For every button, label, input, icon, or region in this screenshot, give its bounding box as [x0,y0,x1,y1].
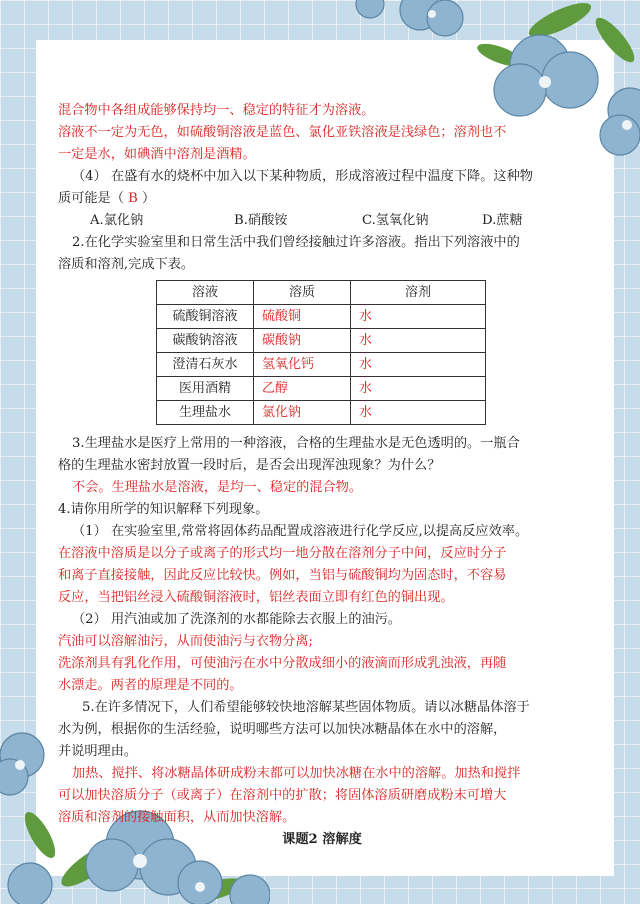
table-cell: 氯化钠 [254,401,351,425]
question-4-stem: （4） 在盛有水的烧杯中加入以下某种物质，形成溶液过程中温度下降。这种物 [72,169,533,184]
table-cell: 水 [351,377,486,401]
text-line: 混合物中各组成能够保持均一、稳定的特征才为溶液。 [58,103,375,118]
table-cell: 乙醇 [254,377,351,401]
answer-line: 加热、搅拌、将冰糖晶体研成粉末都可以加快冰糖在水中的溶解。加热和搅拌 [72,766,521,781]
option-d: D.蔗糖 [482,213,523,228]
answer-line: 溶质和溶剂的接触面积，从而加快溶解。 [58,810,296,825]
option-c: C.氢氧化钠 [362,213,429,228]
answer-line: 洗涤剂具有乳化作用，可使油污在水中分散成细小的液滴而形成乳浊液，再随 [58,656,507,671]
question-3-answer: 不会。生理盐水是溶液，是均一、稳定的混合物。 [72,480,363,495]
table-row [157,329,486,353]
table-row [157,377,486,401]
stem-text: ） [137,191,156,206]
question-2-stem-cont: 溶质和溶剂,完成下表。 [58,257,195,272]
table-row [157,401,486,425]
table-cell: 水 [351,305,486,329]
answer-line: 汽油可以溶解油污，从而使油污与衣物分离; [58,634,314,649]
table-header-row [157,281,486,305]
question-4-part-1: （1） 在实验室里,常常将固体药品配置成溶液进行化学反应,以提高反应效率。 [72,524,529,539]
question-4-stem-cont [58,188,586,210]
table-row [157,353,486,377]
question-5-stem: 5.在许多情况下，人们希望能够较快地溶解某些固体物质。请以冰糖晶体溶于 [82,700,530,715]
answer-line: 反应，当把铝丝浸入硫酸铜溶液时，铝丝表面立即有红色的铜出现。 [58,590,454,605]
option-b: B.硝酸铵 [234,213,288,228]
option-a: A.氯化钠 [90,213,144,228]
table-cell: 水 [351,401,486,425]
question-4-part-2: （2） 用汽油或加了洗涤剂的水都能除去衣服上的油污。 [72,612,402,627]
answer-line: 在溶液中溶质是以分子或离子的形式均一地分散在溶剂分子中间，反应时分子 [58,546,507,561]
answer-line: 水漂走。两者的原理是不同的。 [58,678,243,693]
table-cell: 碳酸钠溶液 [157,329,254,353]
answer-choice: B [128,191,138,206]
table-cell: 生理盐水 [157,401,254,425]
answer-line: 可以加快溶质分子（或离子）在溶剂中的扩散；将固体溶质研磨成粉末可增大 [58,788,507,803]
text-line: 溶液不一定为无色，如硫酸铜溶液是蓝色、氯化亚铁溶液是浅绿色；溶剂也不 [58,125,507,140]
header-cell: 溶质 [254,281,351,305]
table-cell: 氢氧化钙 [254,353,351,377]
section-subtitle: 课题2 溶解度 [282,832,362,847]
table-cell: 澄清石灰水 [157,353,254,377]
table-cell: 医用酒精 [157,377,254,401]
table-cell: 水 [351,353,486,377]
question-5-stem-cont: 水为例，根据你的生活经验，说明哪些方法可以加快冰糖晶体在水中的溶解， [58,722,507,737]
table-cell: 硫酸铜 [254,305,351,329]
answer-line: 和离子直接接触，因此反应比较快。例如，当铝与硫酸铜均为固态时，不容易 [58,568,507,583]
question-3-stem: 3.生理盐水是医疗上常用的一种溶液，合格的生理盐水是无色透明的。一瓶合 [72,436,520,451]
worksheet-content [58,100,586,851]
option-list [58,210,586,232]
header-cell: 溶剂 [351,281,486,305]
question-5-stem-cont: 并说明理由。 [58,744,138,759]
header-cell: 溶液 [157,281,254,305]
stem-text: 质可能是（ [58,191,129,206]
question-2-stem: 2.在化学实验室里和日常生活中我们曾经接触过许多溶液。指出下列溶液中的 [72,235,520,250]
table-cell: 硫酸铜溶液 [157,305,254,329]
question-4-title: 4.请你用所学的知识解释下列现象。 [58,502,269,517]
table-cell: 水 [351,329,486,353]
table-row [157,305,486,329]
question-3-stem-cont: 格的生理盐水密封放置一段时后，是否会出现浑浊现象？为什么？ [58,458,441,473]
text-line: 一定是水，如碘酒中溶剂是酒精。 [58,147,256,162]
table-cell: 碳酸钠 [254,329,351,353]
solution-table [156,280,486,425]
